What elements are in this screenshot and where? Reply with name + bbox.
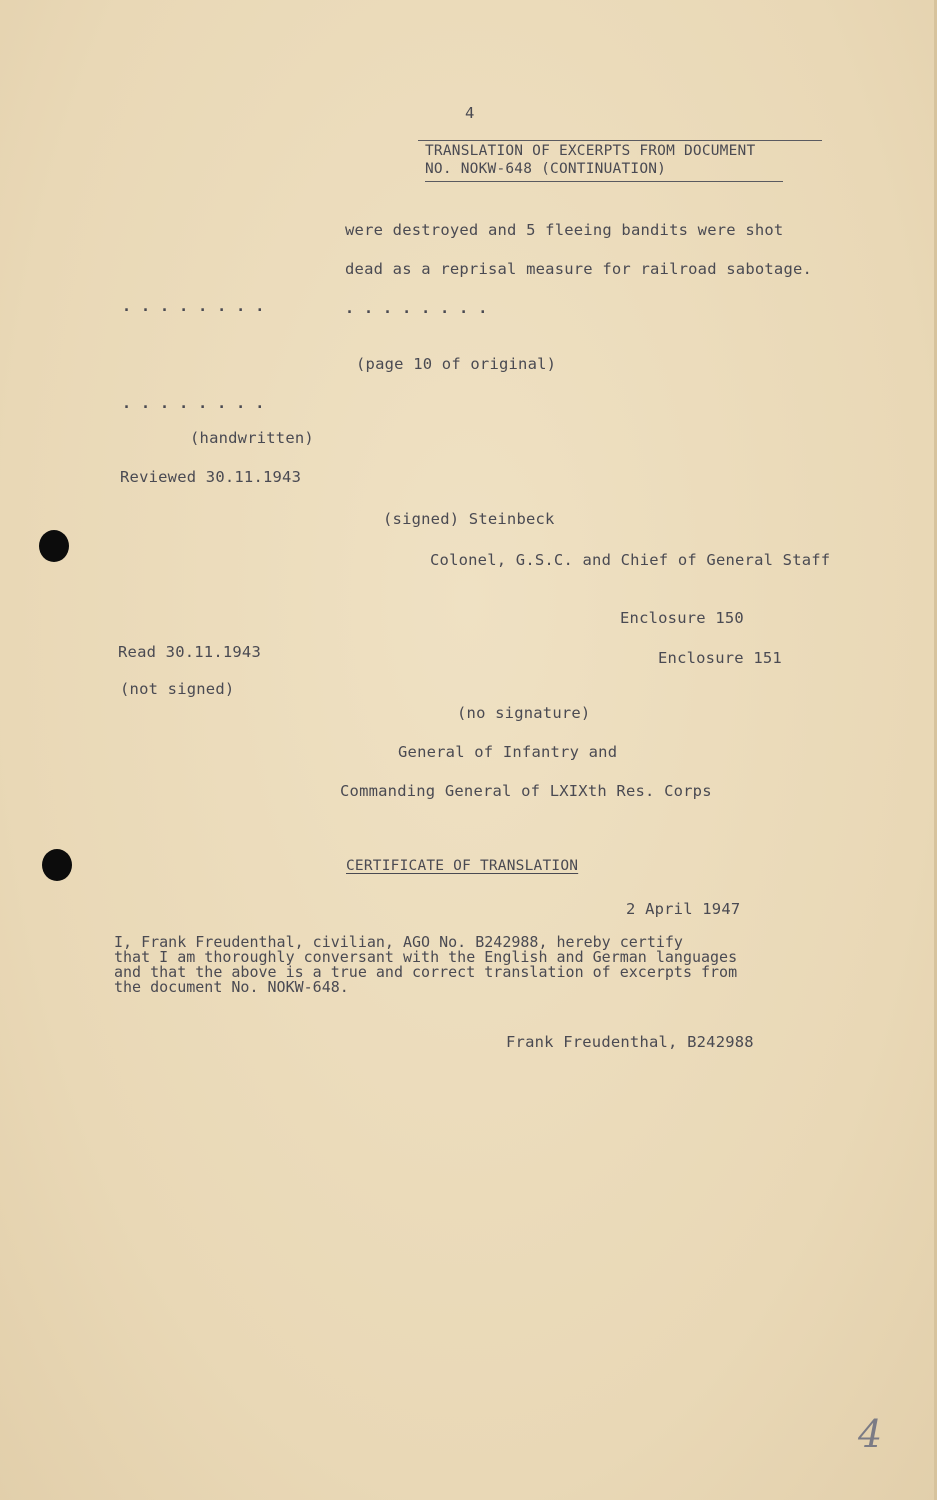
certificate-line: I, Frank Freudenthal, civilian, AGO No. B242988, hereby certify [114, 933, 683, 951]
certificate-date: 2 April 1947 [626, 900, 741, 918]
original-page-note: (page 10 of original) [356, 355, 557, 373]
enclosure-150: Enclosure 150 [620, 609, 744, 627]
header-rule [418, 140, 822, 141]
certificate-heading: CERTIFICATE OF TRANSLATION [346, 858, 579, 874]
page-number: 4 [465, 104, 475, 122]
no-signature-note: (no signature) [457, 704, 591, 722]
header-underline [425, 181, 783, 182]
general-title-line2: Commanding General of LXIXth Res. Corps [340, 782, 712, 800]
punch-hole [39, 530, 69, 562]
ellipsis-left: ........ [122, 297, 275, 315]
read-date: Read 30.11.1943 [118, 643, 261, 661]
translator-signature: Frank Freudenthal, B242988 [506, 1033, 754, 1051]
header-title-line1: TRANSLATION OF EXCERPTS FROM DOCUMENT [425, 143, 756, 159]
certificate-text [114, 935, 784, 995]
handwritten-page-number: 4 [858, 1412, 883, 1456]
ellipsis-left-2: ........ [122, 394, 275, 412]
ellipsis-right: ........ [345, 299, 498, 317]
signer-title: Colonel, G.S.C. and Chief of General Staff [430, 551, 831, 569]
handwritten-note: (handwritten) [190, 429, 314, 447]
not-signed-note: (not signed) [120, 680, 235, 698]
certificate-line: that I am thoroughly conversant with the English and German languages [114, 948, 738, 966]
punch-hole [42, 849, 72, 881]
body-line-2: dead as a reprisal measure for railroad sabotage. [345, 260, 813, 278]
general-title-line1: General of Infantry and [398, 743, 618, 761]
certificate-line: the document No. NOKW-648. [114, 978, 349, 996]
signature-line: (signed) Steinbeck [383, 510, 555, 528]
reviewed-date: Reviewed 30.11.1943 [120, 468, 302, 486]
body-line-1: were destroyed and 5 fleeing bandits were shot [345, 221, 784, 239]
certificate-line: and that the above is a true and correct translation of excerpts from [114, 963, 738, 981]
enclosure-151: Enclosure 151 [658, 649, 782, 667]
header-title-line2: NO. NOKW-648 (CONTINUATION) [425, 161, 667, 177]
